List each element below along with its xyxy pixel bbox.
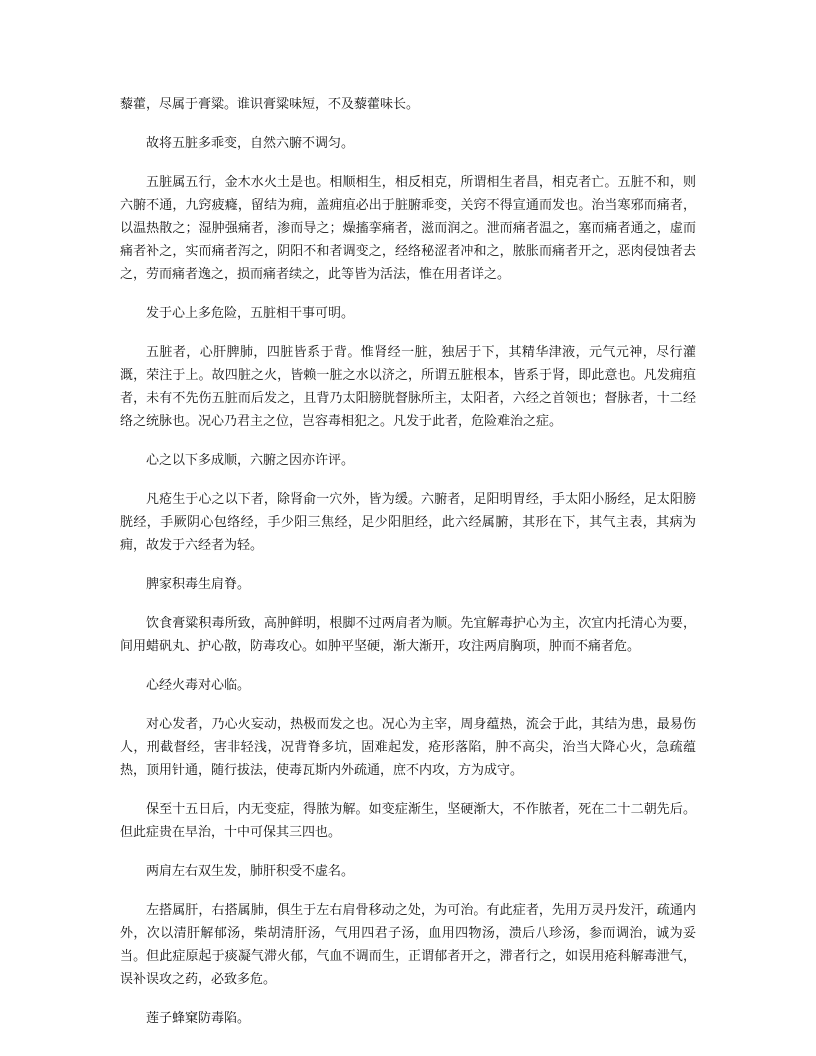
verse-heading: 心经火毒对心临。: [146, 678, 251, 693]
commentary-paragraph: 左搭属肝，右搭属肺，俱生于左右肩骨移动之处，为可治。有此症者，先用万灵丹发汗，疏通内外，次以清肝解郁汤，柴胡清肝汤，气用四君子汤，血用四物汤，溃后八珍汤，参而调治，诚为妥当。但此症原起于痰凝气滞火郁，气血不调而生，正谓郁者开之，滞者行之，如误用疮科解毒泄气，误补误攻之药，必致多危。: [120, 903, 696, 987]
commentary-paragraph: 饮食膏粱积毒所致，高肿鲜明，根脚不过两肩者为顺。先宜解毒护心为主，次宜内托清心为要，间用蜡矾丸、护心散，防毒攻心。如肿平坚硬，渐大渐开，攻注两肩胸项，肿而不痛者危。: [120, 616, 696, 654]
commentary-paragraph: 五脏属五行，金木水火土是也。相顺相生，相反相克，所谓相生者昌，相克者亡。五脏不和，则六腑不通，九窍疲癃，留结为痈，盖痈疽必出于脏腑乖变，关窍不得宣通而发也。治当寒邪而痛者，以温热散之；湿肿强痛者，渗而导之；燥搐挛痛者，滋而润之。泄而痛者温之，塞而痛者通之，虚而痛者补之，实而痛者泻之，阴阳不和者调变之，经络秘涩者冲和之，脓胀而痛者开之，恶肉侵蚀者去之，劳而痛者逸之，损而痛者续之，此等皆为活法，惟在用者详之。: [120, 175, 696, 282]
verse-heading: 故将五脏多乖变，自然六腑不调匀。: [146, 136, 355, 151]
verse-heading: 发于心上多危险，五脏相干事可明。: [146, 306, 355, 321]
commentary-paragraph: 保至十五日后，内无变症，得脓为解。如变症渐生，坚硬渐大，不作脓者，死在二十二朝先后。但此症贵在早治，十中可保其三四也。: [120, 802, 696, 840]
commentary-paragraph: 对心发者，乃心火妄动，热极而发之也。况心为主宰，周身蕴热，流会于此，其结为患，最易伤人，刑截督经，害非轻浅，况背脊多坑，固难起发，疮形落陷，肿不高尖，治当大降心火，急疏蕴热，顶用针通，随行拔法，使毒瓦斯内外疏通，庶不内攻，方为成守。: [120, 717, 696, 778]
verse-heading: 心之以下多成顺，六腑之因亦许评。: [146, 453, 355, 468]
verse-heading: 两肩左右双生发，肺肝积受不虚名。: [146, 864, 355, 879]
document-page: [120, 93, 696, 1046]
commentary-paragraph: 凡疮生于心之以下者，除肾俞一穴外，皆为缓。六腑者，足阳明胃经，手太阳小肠经，足太阳膀胱经，手厥阴心包络经，手少阳三焦经，足少阳胆经，此六经属腑，其形在下，其气主表，其病为痈，故发于六经者为轻。: [120, 492, 696, 553]
verse-heading: 莲子蜂窠防毒陷。: [146, 1011, 251, 1026]
paragraph-continuation: 藜藿，尽属于膏粱。谁识膏粱味短，不及藜藿味长。: [120, 97, 420, 112]
verse-heading: 脾家积毒生肩脊。: [146, 577, 251, 592]
commentary-paragraph: 五脏者，心肝脾肺，四脏皆系于背。惟肾经一脏，独居于下，其精华津液，元气元神，尽行灌溉，荣注于上。故四脏之火，皆赖一脏之水以济之，所谓五脏根本，皆系于肾，即此意也。凡发痈疽者，未有不先伤五脏而后发之，且背乃太阳膀胱督脉所主，太阳者，六经之首领也；督脉者，十二经络之统脉也。况心乃君主之位，岂容毒相犯之。凡发于此者，危险难治之症。: [120, 345, 696, 429]
